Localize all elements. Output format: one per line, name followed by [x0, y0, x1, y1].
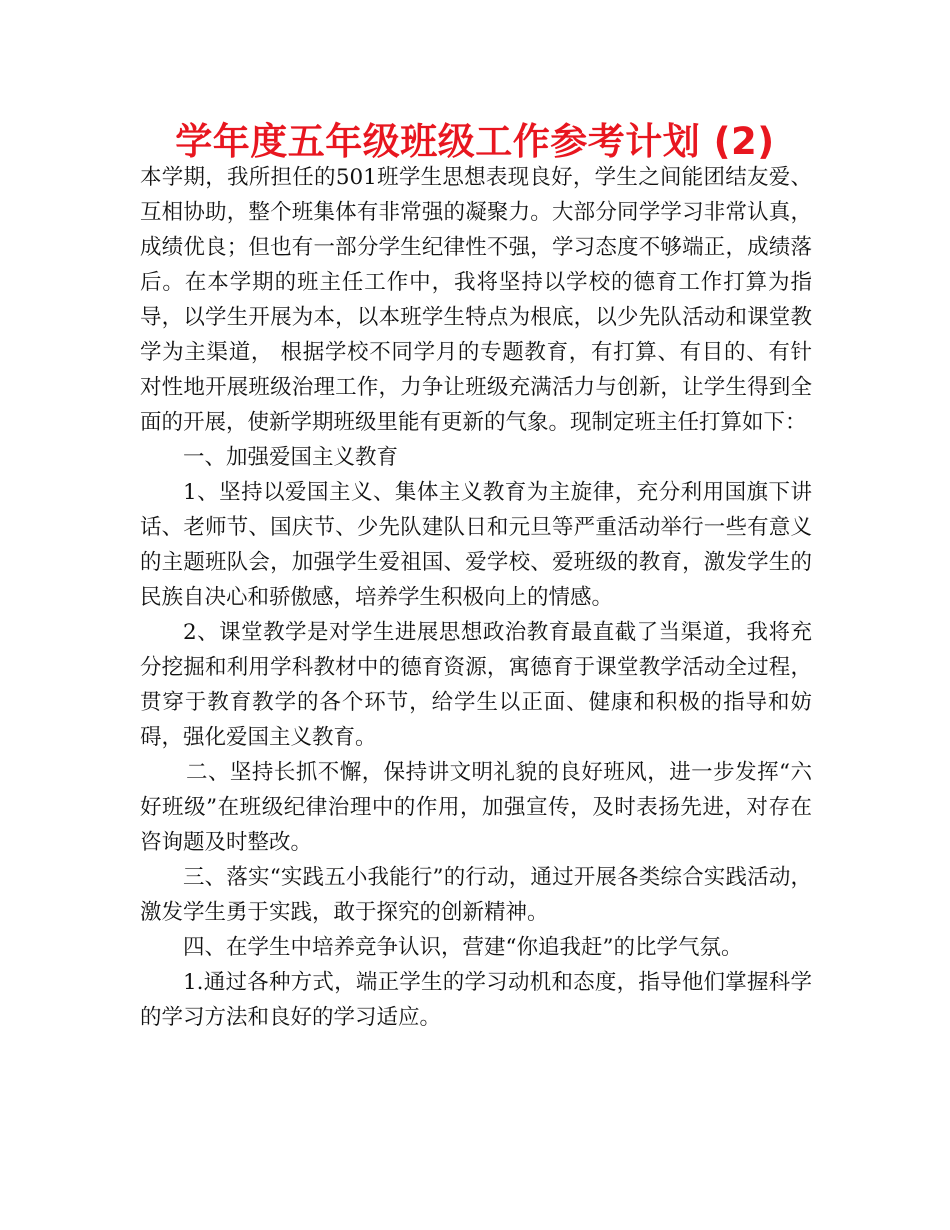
- paragraph: 1、坚持以爱国主义、集体主义教育为主旋律，充分利用国旗下讲话、老师节、国庆节、少先队建队日和元旦等严重活动举行一些有意义的主题班队会，加强学生爱祖国、爱学校、爱班级的教育，激发学生的民族自决心和骄傲感，培养学生积极向上的情感。: [140, 480, 812, 610]
- document-title: 学年度五年级班级工作参考计划 (2): [175, 120, 775, 163]
- paragraph-section-heading: 四、在学生中培养竞争认识，营建“你追我赶”的比学气氛。: [183, 935, 743, 960]
- paragraph: 2、课堂教学是对学生进展思想政治教育最直截了当渠道，我将充分挖掘和利用学科教材中的德育资源，寓德育于课堂教学活动全过程，贯穿于教育教学的各个环节，给学生以正面、健康和积极的指导和妨碍，强化爱国主义教育。: [140, 620, 812, 750]
- paragraph-section-heading: 二、坚持长抓不懈，保持讲文明礼貌的良好班风，进一步发挥“六好班级”在班级纪律治理中的作用，加强宣传，及时表扬先进，对存在咨询题及时整改。: [140, 760, 812, 855]
- paragraph-section-heading: 一、加强爱国主义教育: [183, 445, 399, 470]
- paragraph: 1.通过各种方式，端正学生的学习动机和态度，指导他们掌握科学的学习方法和良好的学习适应。: [140, 970, 812, 1030]
- paragraph-section-heading: 三、落实“实践五小我能行”的行动，通过开展各类综合实践活动，激发学生勇于实践，敢于探究的创新精神。: [140, 865, 812, 925]
- paragraph-intro: 本学期，我所担任的501班学生思想表现良好，学生之间能团结友爱、互相协助，整个班集体有非常强的凝聚力。大部分同学学习非常认真，成绩优良；但也有一部分学生纪律性不强，学习态度不够端正，成绩落后。在本学期的班主任工作中，我将坚持以学校的德育工作打算为指导，以学生开展为本，以本班学生特点为根底，以少先队活动和课堂教学为主渠道， 根据学校不同学月的专题教育，有打算、有目的、有针对性地开展班级治理工作，力争让班级充满活力与创新，让学生得到全面的开展，使新学期班级里能有更新的气象。现制定班主任打算如下：: [140, 165, 812, 435]
- document-body: [140, 160, 812, 1035]
